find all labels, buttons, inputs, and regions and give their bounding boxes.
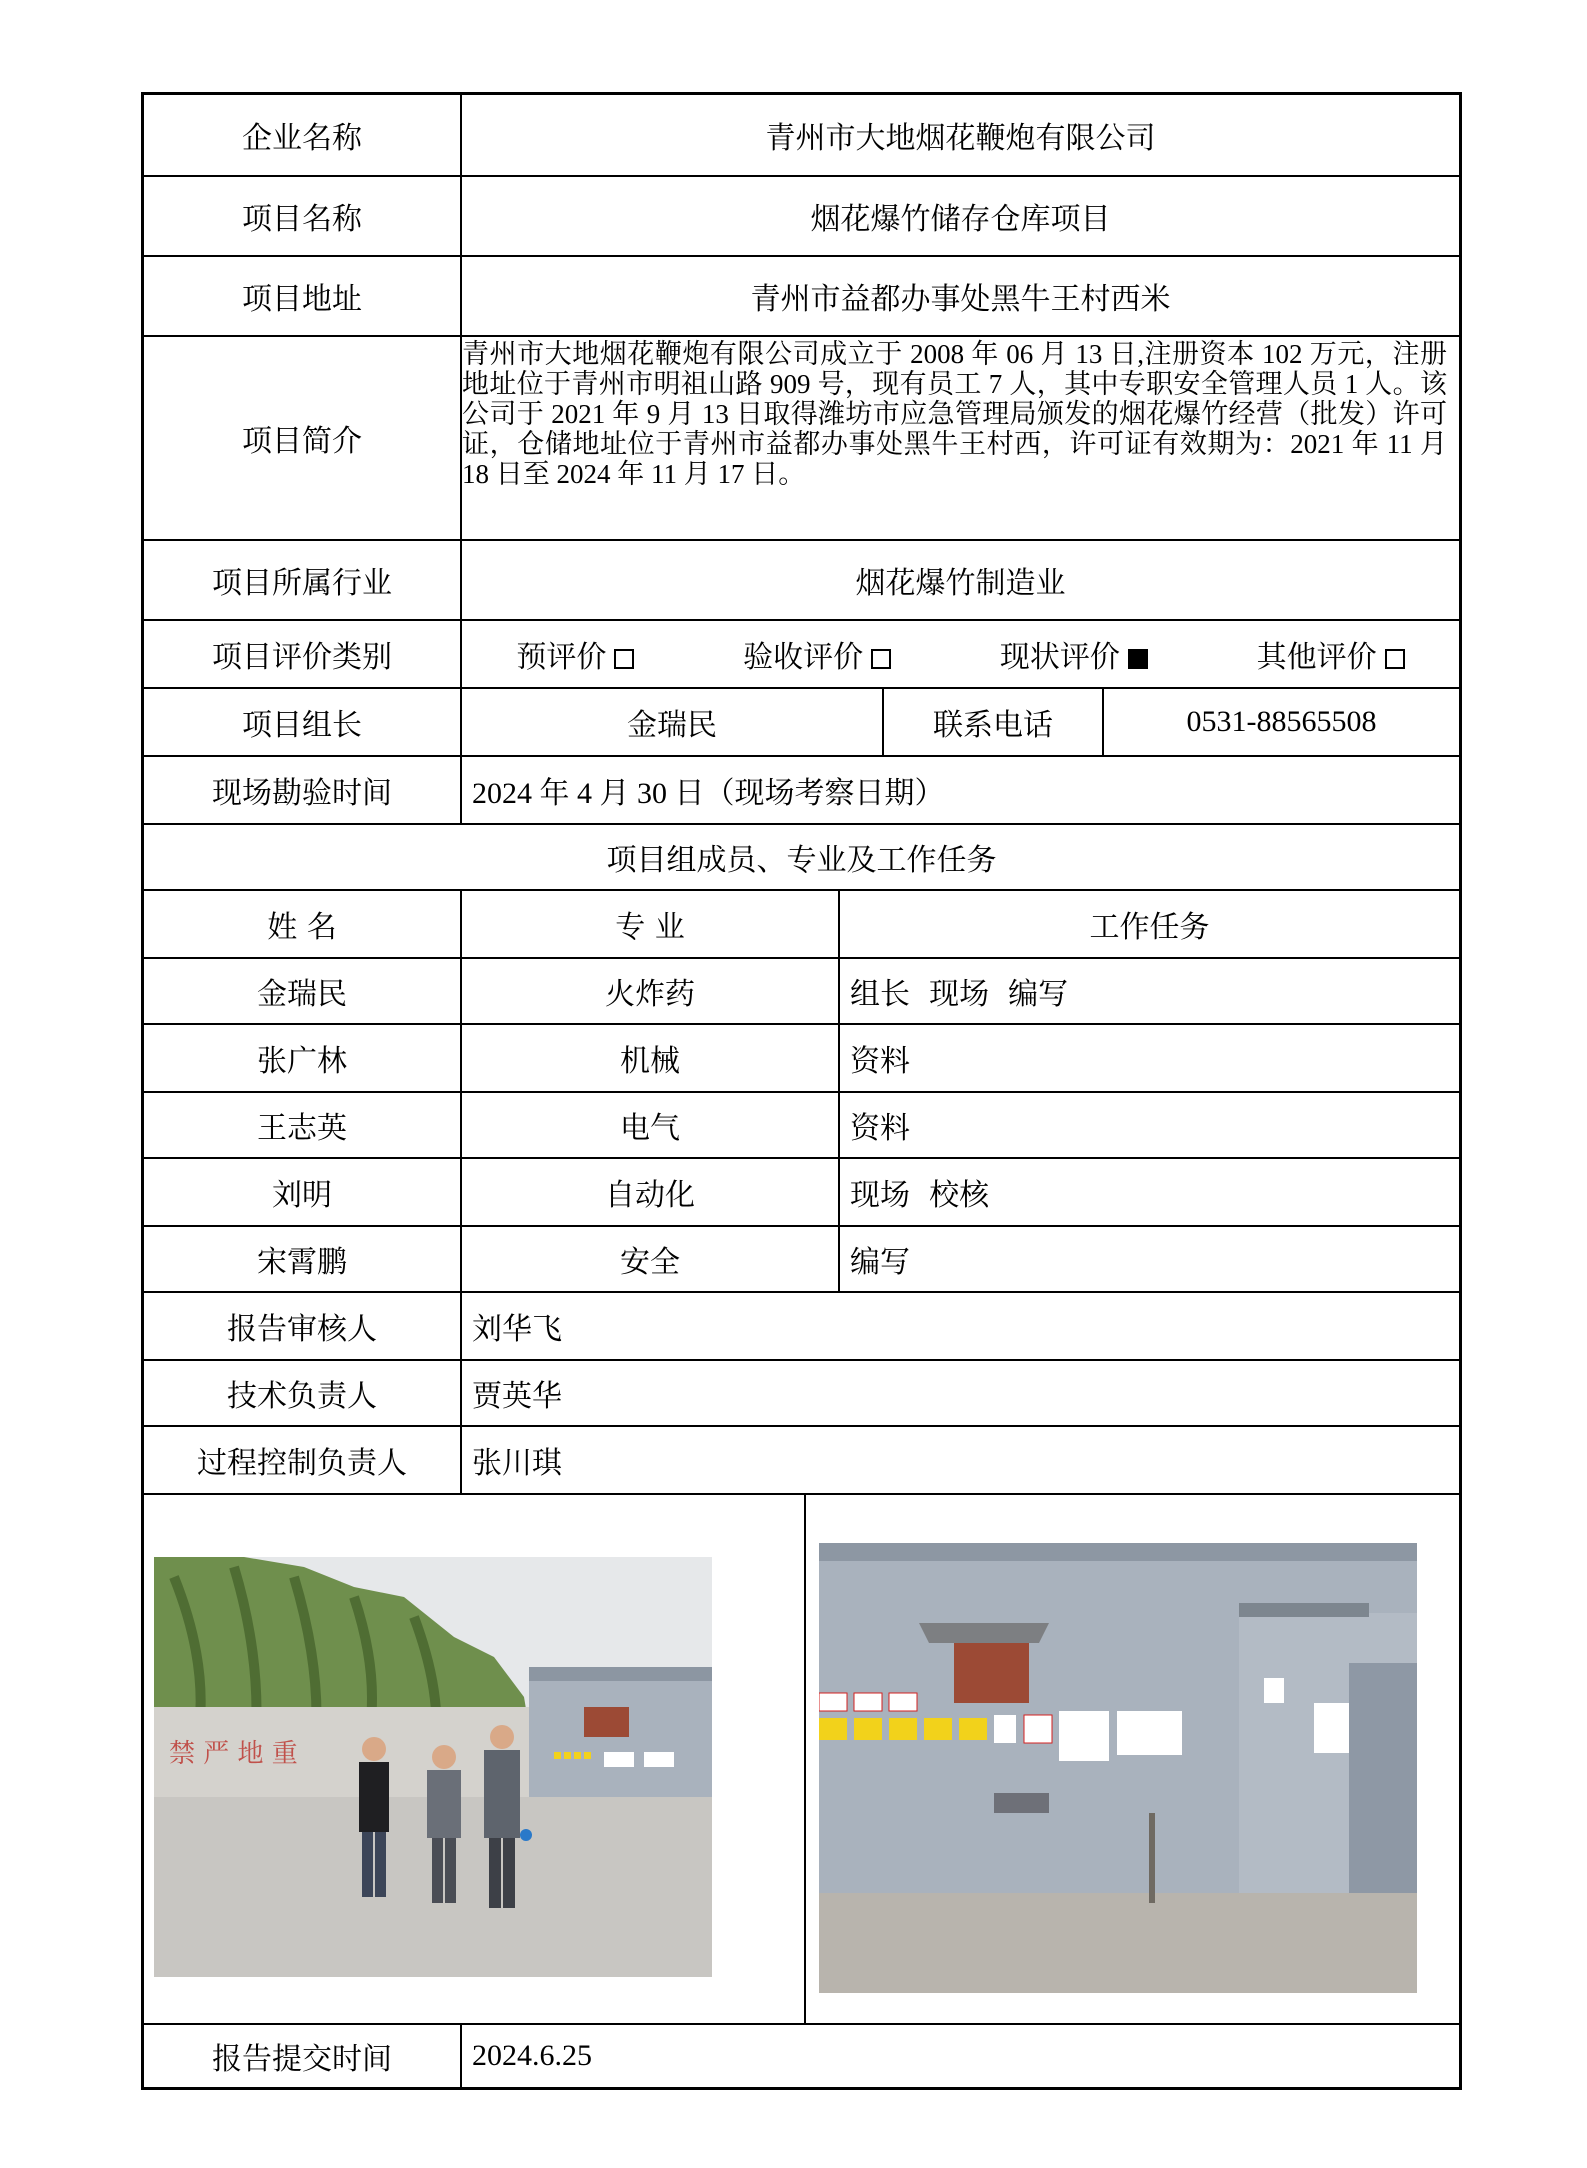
member-name: 金瑞民 (257, 977, 347, 1012)
table-row (144, 959, 1459, 1025)
header-task: 工作任务 (1089, 910, 1210, 945)
header-name: 姓 名 (267, 910, 337, 945)
table-row (144, 1025, 1459, 1093)
member-task: 编写 (850, 1245, 910, 1280)
checkbox-other-eval[interactable] (1385, 649, 1405, 669)
row-reviewer (144, 1293, 1459, 1361)
address-label: 项目地址 (242, 282, 362, 317)
phone-value: 0531-88565508 (1186, 705, 1377, 738)
submit-label: 报告提交时间 (212, 2042, 392, 2077)
survey-label: 现场勘验时间 (212, 776, 392, 811)
members-title: 项目组成员、专业及工作任务 (606, 843, 997, 878)
project-value: 烟花爆竹储存仓库项目 (810, 203, 1111, 236)
eval-type-label: 项目评价类别 (212, 640, 392, 675)
process-label: 过程控制负责人 (197, 1446, 407, 1481)
member-name: 刘明 (272, 1178, 332, 1213)
checkbox-status-eval-checked[interactable] (1128, 649, 1148, 669)
row-company (144, 95, 1459, 177)
table-row (144, 1227, 1459, 1293)
table-row (144, 1159, 1459, 1227)
project-label: 项目名称 (242, 202, 362, 237)
row-project (144, 177, 1459, 257)
address-value: 青州市益都办事处黑牛王村西米 (750, 283, 1171, 316)
intro-text: 青州市大地烟花鞭炮有限公司成立于 2008 年 06 月 13 日,注册资本 102 万元，注册地址位于青州市明祖山路 909 号，现有员工 7 人，其中专职安全管理人员 1 人。该公司于 2021 年 9 月 13 日取得潍坊市应急管理局颁发的烟花爆竹经营（批发）许可证，仓储地址位于青州市益都办事处黑牛王村西，许可证有效期为：2021 年 11 月 18 日至 2024 年 11 月 17 日。 (462, 339, 1447, 489)
company-value: 青州市大地烟花鞭炮有限公司 (765, 122, 1156, 155)
member-major: 电气 (620, 1111, 680, 1146)
reviewer-label: 报告审核人 (227, 1312, 377, 1347)
member-task: 资料 (850, 1044, 910, 1079)
header-major: 专 业 (615, 910, 685, 945)
row-submit-time (144, 2025, 1459, 2087)
table-row (144, 1093, 1459, 1159)
industry-label: 项目所属行业 (212, 566, 392, 601)
survey-value: 2024 年 4 月 30 日（现场考察日期） (472, 777, 945, 810)
member-name: 张广林 (257, 1044, 347, 1079)
member-major: 火炸药 (605, 977, 695, 1012)
info-table (141, 92, 1462, 2090)
member-major: 机械 (620, 1044, 680, 1079)
option-acceptance-eval[interactable]: 验收评价 (743, 632, 891, 676)
member-task: 组长 现场 编写 (850, 977, 1069, 1012)
submit-value: 2024.6.25 (472, 2039, 592, 2072)
row-process-control (144, 1427, 1459, 1495)
member-major: 自动化 (605, 1178, 695, 1213)
option-other-eval[interactable]: 其他评价 (1257, 632, 1405, 676)
row-members-header (144, 891, 1459, 959)
tech-value: 贾英华 (472, 1379, 562, 1414)
leader-value: 金瑞民 (627, 708, 717, 743)
site-photo-warehouse (819, 1543, 1417, 1993)
row-industry (144, 541, 1459, 621)
site-photo-team (154, 1557, 712, 1977)
company-label: 企业名称 (242, 121, 362, 156)
row-photos (144, 1495, 1459, 2025)
phone-label: 联系电话 (933, 708, 1053, 743)
row-members-title (144, 825, 1459, 891)
option-pre-eval[interactable]: 预评价 (516, 632, 634, 676)
intro-label: 项目简介 (242, 424, 362, 459)
tech-label: 技术负责人 (227, 1379, 377, 1414)
process-value: 张川琪 (472, 1446, 562, 1481)
leader-label: 项目组长 (242, 708, 362, 743)
row-tech-lead (144, 1361, 1459, 1427)
row-leader (144, 689, 1459, 757)
row-intro (144, 337, 1459, 541)
option-status-eval[interactable]: 现状评价 (1000, 632, 1148, 676)
eval-type-options (462, 621, 1459, 687)
member-task: 现场 校核 (850, 1178, 990, 1213)
checkbox-pre-eval[interactable] (614, 649, 634, 669)
member-name: 宋霄鹏 (257, 1245, 347, 1280)
member-major: 安全 (620, 1245, 680, 1280)
industry-value: 烟花爆竹制造业 (855, 567, 1066, 600)
reviewer-value: 刘华飞 (472, 1312, 562, 1347)
row-survey-time (144, 757, 1459, 825)
wall-slogan: 禁 严 地 重 (169, 1739, 298, 1769)
row-address (144, 257, 1459, 337)
member-name: 王志英 (257, 1111, 347, 1146)
member-task: 资料 (850, 1111, 910, 1146)
row-eval-type (144, 621, 1459, 689)
checkbox-acceptance-eval[interactable] (871, 649, 891, 669)
